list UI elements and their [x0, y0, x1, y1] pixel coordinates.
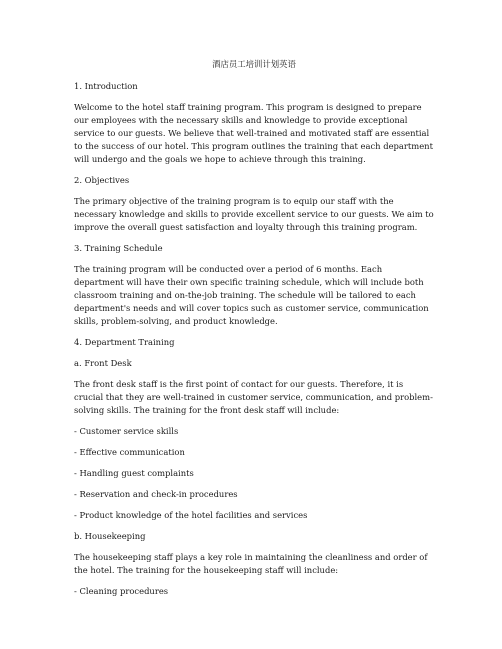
- list-item: - Product knowledge of the hotel facilities and services: [74, 510, 308, 520]
- subsection-heading-front-desk: a. Front Desk: [74, 358, 132, 368]
- subsection-body-front-desk: The front desk staff is the first point of contact for our guests. Therefore, it is crucial that they are well-trained in customer service, communication, and problem-solving skills. The training for the front desk staff will include:: [74, 379, 433, 415]
- subsection-body-housekeeping: The housekeeping staff plays a key role in maintaining the cleanliness and order of the hotel. The training for the housekeeping staff will include:: [74, 552, 428, 575]
- list-item: - Cleaning procedures: [74, 586, 169, 596]
- section-heading-introduction: 1. Introduction: [74, 81, 138, 91]
- section-heading-schedule: 3. Training Schedule: [74, 243, 163, 253]
- section-body-schedule: The training program will be conducted over a period of 6 months. Each department will have their own specific training schedule, which will include both classroom training and on-the-job training. The schedule will be tailored to each department's needs and will cover topics such as customer service, communication skills, problem-solving, and product knowledge.: [74, 264, 429, 326]
- section-body-introduction: Welcome to the hotel staff training program. This program is designed to prepare our employees with the necessary skills and knowledge to provide exceptional service to our guests. We believe that well-trained and motivated staff are essential to the success of our hotel. This program outlines the training that each department will undergo and the goals we hope to achieve through this training.: [74, 102, 433, 164]
- section-body-objectives: The primary objective of the training program is to equip our staff with the necessary knowledge and skills to provide excellent service to our guests. We aim to improve the overall guest satisfaction and loyalty through this training program.: [74, 196, 434, 232]
- section-heading-objectives: 2. Objectives: [74, 175, 130, 185]
- list-item: - Effective communication: [74, 447, 185, 457]
- list-item: - Reservation and check-in procedures: [74, 489, 238, 499]
- list-item: - Handling guest complaints: [74, 468, 194, 478]
- list-item: - Customer service skills: [74, 426, 179, 436]
- document-title: 酒店员工培训计划英语: [212, 59, 296, 69]
- section-heading-department-training: 4. Department Training: [74, 337, 175, 347]
- document-page: [74, 58, 434, 606]
- subsection-heading-housekeeping: b. Housekeeping: [74, 531, 146, 541]
